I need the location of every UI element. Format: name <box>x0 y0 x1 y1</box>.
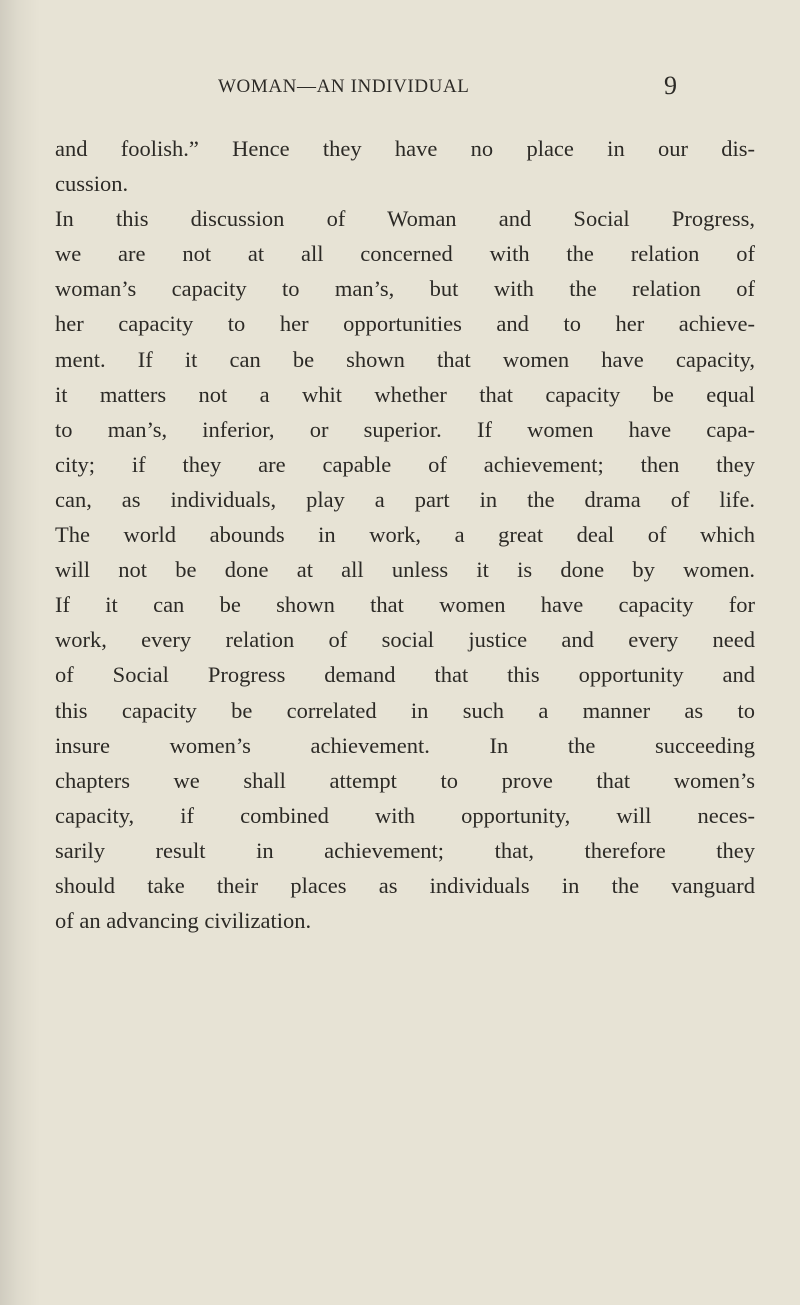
text-line: capacity, if combined with opportunity, will neces- <box>55 802 755 828</box>
text-line: insure women’s achievement. In the succeeding <box>55 732 755 758</box>
page-number: 9 <box>664 71 677 100</box>
text-line: ment. If it can be shown that women have capacity, <box>55 346 755 372</box>
text-line: will not be done at all unless it is done by women. <box>55 557 755 583</box>
text-line: woman’s capacity to man’s, but with the relation of <box>55 276 755 302</box>
running-head <box>0 71 800 106</box>
text-line: If it can be shown that women have capacity for <box>55 592 755 618</box>
text-line: city; if they are capable of achievement; then they <box>55 451 755 477</box>
text-line: work, every relation of social justice and every need <box>55 627 755 653</box>
text-line: cussion. <box>55 171 129 197</box>
text-line: this capacity be correlated in such a manner as to <box>55 697 755 723</box>
text-line: chapters we shall attempt to prove that women’s <box>55 767 755 793</box>
running-title: WOMAN—AN INDIVIDUAL <box>218 76 470 97</box>
text-line: it matters not a whit whether that capacity be equal <box>55 381 755 407</box>
text-line: we are not at all concerned with the relation of <box>55 241 755 267</box>
text-line: can, as individuals, play a part in the drama of life. <box>55 486 755 512</box>
text-line: of an advancing civilization. <box>55 908 312 934</box>
text-line: In this discussion of Woman and Social Progress, <box>55 206 755 232</box>
text-line: of Social Progress demand that this opportunity and <box>55 662 755 688</box>
body-text <box>55 131 755 938</box>
text-line: and foolish.” Hence they have no place in our dis- <box>55 136 755 161</box>
text-line: should take their places as individuals in the vanguard <box>55 872 755 898</box>
text-line: The world abounds in work, a great deal of which <box>55 522 755 548</box>
text-line: sarily result in achievement; that, therefore they <box>55 837 755 863</box>
text-line: her capacity to her opportunities and to her achieve- <box>55 311 755 337</box>
text-line: to man’s, inferior, or superior. If women have capa- <box>55 416 755 442</box>
